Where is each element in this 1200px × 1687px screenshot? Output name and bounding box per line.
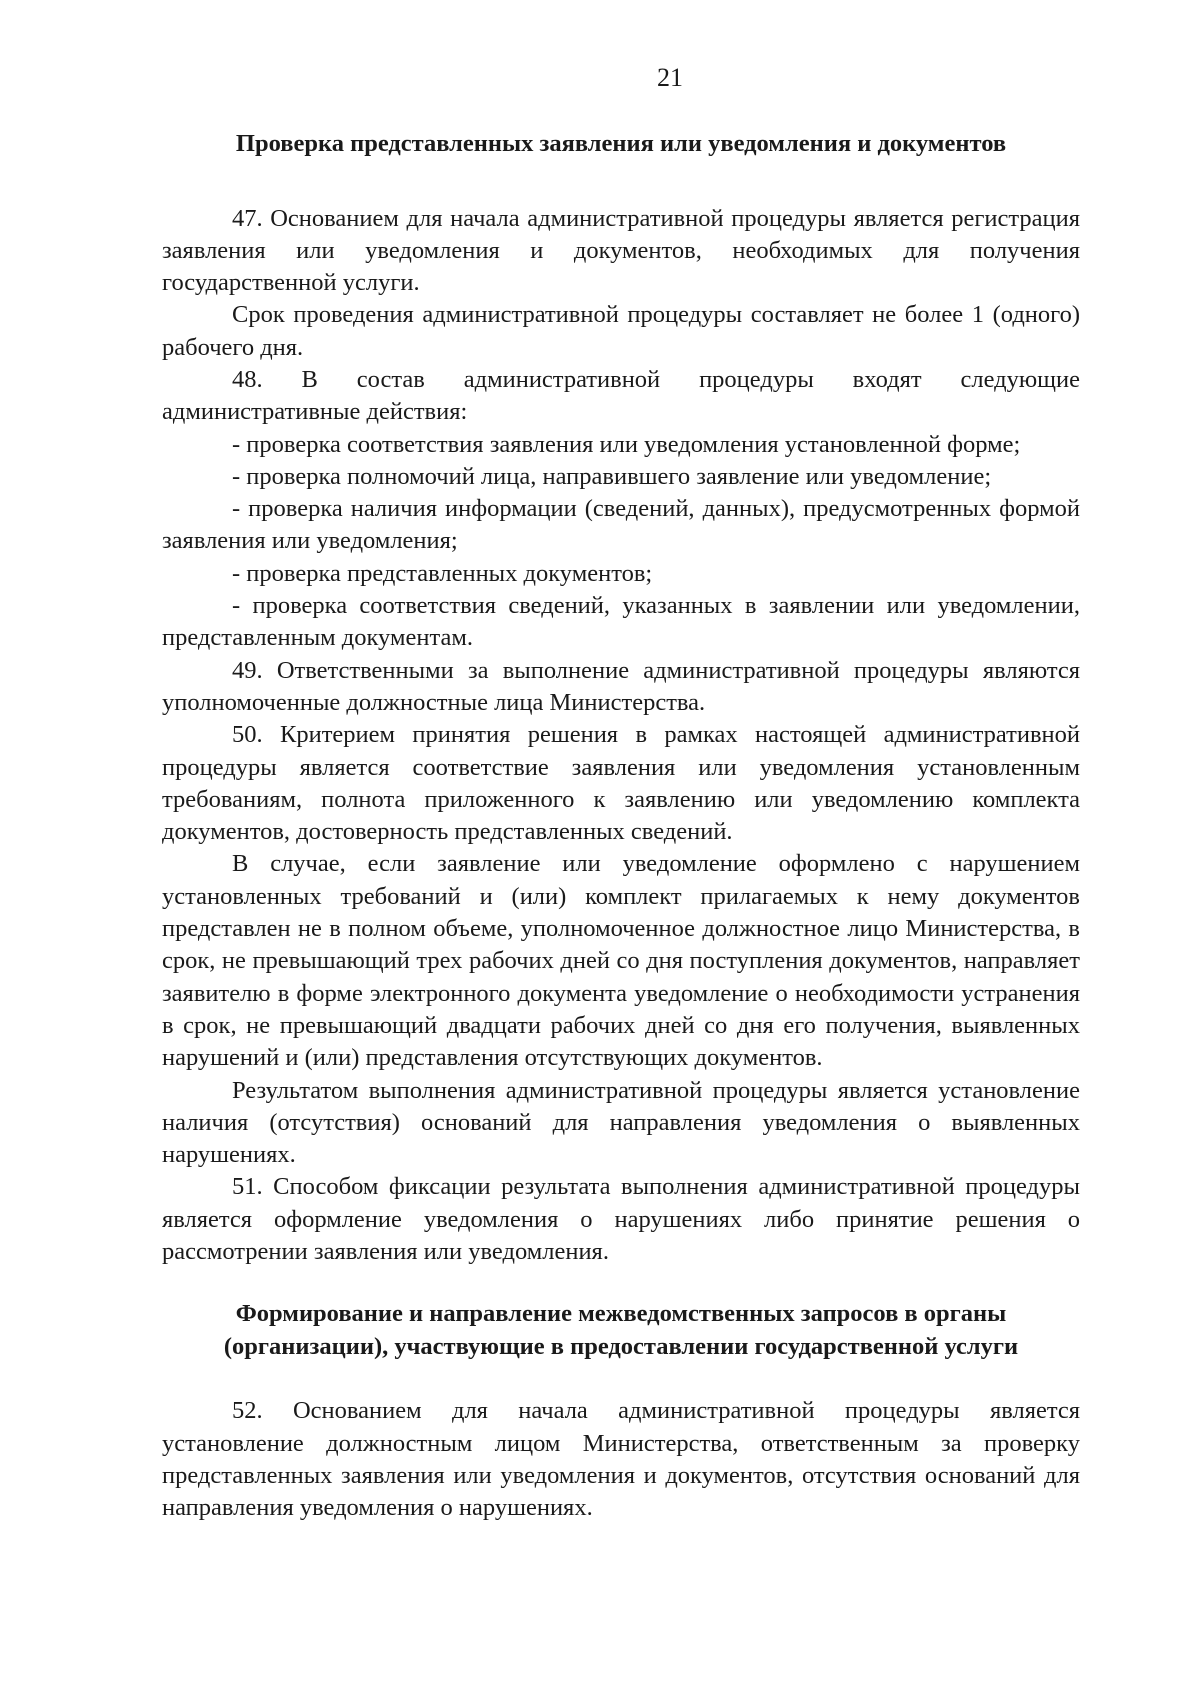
paragraph-term: Срок проведения административной процедуры составляет не более 1 (одного) рабочего дня. bbox=[162, 301, 1080, 361]
list-item-form-check: - проверка соответствия заявления или уведомления установленной форме; bbox=[232, 430, 1021, 458]
list-item-info-check: - проверка наличия информации (сведений, данных), предусмотренных формой заявления или уведомления; bbox=[162, 495, 1080, 555]
paragraph-violations: В случае, если заявление или уведомление оформлено с нарушением установленных требований и (или) комплект прилагаемых к нему документов представлен не в полном объеме, уполномоченное должностное лицо Министерства, в срок, не превышающий трех рабочих дней со дня поступления документов, направляет заявителю в форме электронного документа уведомление о необходимости устранения в срок, не превышающий двадцати рабочих дней со дня его получения, выявленных нарушений и (или) представления отсутствующих документов. bbox=[162, 850, 1080, 1072]
list-item-documents-check: - проверка представленных документов; bbox=[232, 559, 653, 587]
paragraph-52: 52. Основанием для начала административной процедуры является установление должностным лицом Министерства, ответственным за проверку представленных заявления или уведомления и документов, отсутствия оснований для направления уведомления о нарушениях. bbox=[162, 1397, 1080, 1522]
section-heading-document-check: Проверка представленных заявления или уведомления и документов bbox=[235, 130, 1007, 157]
paragraph-51: 51. Способом фиксации результата выполнения административной процедуры является оформление уведомления о нарушениях либо принятие решения о рассмотрении заявления или уведомления. bbox=[162, 1173, 1080, 1265]
list-item-authority-check: - проверка полномочий лица, направившего заявление или уведомление; bbox=[232, 462, 992, 490]
list-item-consistency-check: - проверка соответствия сведений, указанных в заявлении или уведомлении, представленным документам. bbox=[162, 592, 1080, 652]
page-number: 21 bbox=[657, 63, 683, 92]
paragraph-50: 50. Критерием принятия решения в рамках настоящей административной процедуры является соответствие заявления или уведомления установленным требованиям, полнота приложенного к заявлению или уведомлению комплекта документов, достоверность представленных сведений. bbox=[162, 721, 1080, 846]
paragraph-47: 47. Основанием для начала административной процедуры является регистрация заявления или уведомления и документов, необходимых для получения государственной услуги. bbox=[162, 204, 1080, 297]
paragraph-result: Результатом выполнения административной процедуры является установление наличия (отсутствия) оснований для направления уведомления о выявленных нарушениях. bbox=[162, 1076, 1080, 1169]
paragraph-49: 49. Ответственными за выполнение административной процедуры являются уполномоченные должностные лица Министерства. bbox=[162, 656, 1080, 716]
paragraph-48: 48. В состав административной процедуры входят следующие административные действия: bbox=[162, 365, 1080, 426]
section-heading-interagency-requests: Формирование и направление межведомственных запросов в органы (организации), участвующие в предоставлении государственной услуги bbox=[223, 1300, 1019, 1360]
document-body bbox=[162, 114, 1080, 1524]
